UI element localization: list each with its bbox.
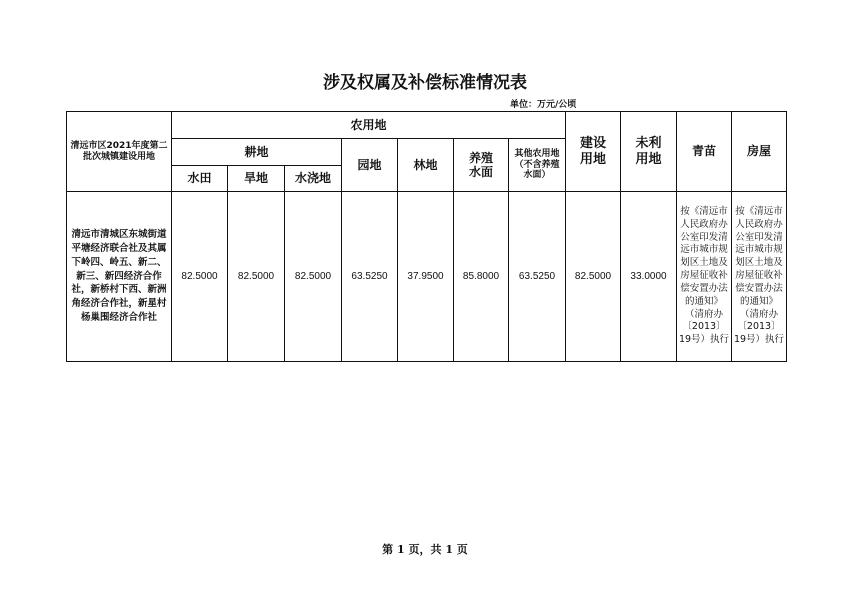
header-dry: 旱地 xyxy=(228,166,285,192)
header-construction: 建设用地 xyxy=(566,112,621,192)
cell-forest: 37.9500 xyxy=(398,192,454,362)
table-row xyxy=(67,192,787,362)
cell-aquaculture: 85.8000 xyxy=(454,192,509,362)
document-title: 涉及权属及补偿标准情况表 xyxy=(323,73,527,93)
header-paddy: 水田 xyxy=(172,166,228,192)
header-unused: 未利用地 xyxy=(621,112,677,192)
page-footer: 第 1 页，共 1 页 xyxy=(382,543,468,556)
cell-housing: 按《清远市人民政府办公室印发清远市城市规划区土地及房屋征收补偿安置办法的通知》（清府办〔2013〕19号）执行 xyxy=(732,192,787,362)
header-crops: 青苗 xyxy=(677,112,732,192)
cell-paddy: 82.5000 xyxy=(172,192,228,362)
cell-irrigated: 82.5000 xyxy=(285,192,342,362)
header-farmland: 农用地 xyxy=(172,112,566,139)
cell-dry: 82.5000 xyxy=(228,192,285,362)
cell-unused: 33.0000 xyxy=(621,192,677,362)
header-housing: 房屋 xyxy=(732,112,787,192)
header-cultivated: 耕地 xyxy=(172,139,342,166)
cell-crops: 按《清远市人民政府办公室印发清远市城市规划区土地及房屋征收补偿安置办法的通知》（清府办〔2013〕19号）执行 xyxy=(677,192,732,362)
cell-construction: 82.5000 xyxy=(566,192,621,362)
header-garden: 园地 xyxy=(342,139,398,192)
cell-location: 清远市清城区东城街道平塘经济联合社及其属下岭四、岭五、新二、新三、新四经济合作社，新桥村下西、新洲角经济合作社，新星村杨巢围经济合作社 xyxy=(67,192,172,362)
header-project: 清远市区2021年度第二批次城镇建设用地 xyxy=(67,112,172,192)
compensation-table xyxy=(66,111,787,362)
header-other-farm: 其他农用地（不含养殖水面） xyxy=(509,139,566,192)
header-irrigated: 水浇地 xyxy=(285,166,342,192)
cell-other-farm: 63.5250 xyxy=(509,192,566,362)
cell-garden: 63.5250 xyxy=(342,192,398,362)
header-forest: 林地 xyxy=(398,139,454,192)
header-aquaculture: 养殖水面 xyxy=(454,139,509,192)
unit-label: 单位：万元/公顷 xyxy=(510,100,577,110)
